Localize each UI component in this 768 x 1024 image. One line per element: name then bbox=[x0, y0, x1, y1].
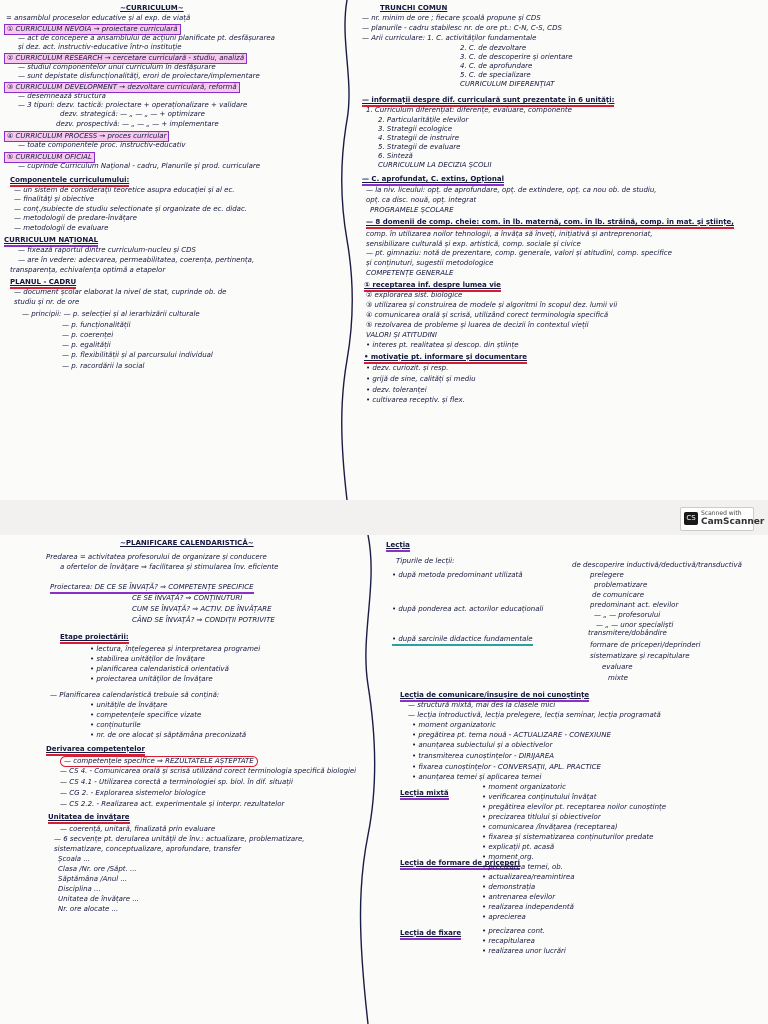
bottom-left-line: Săptămâna /Anul ... bbox=[58, 875, 128, 883]
bottom-right-line: • precizarea cont. bbox=[482, 927, 545, 935]
top-left-line: dezv. prospectivă: — „ — „ — + implementare bbox=[56, 120, 219, 128]
top-right-line: — C. aprofundat, C. extins, Opțional bbox=[362, 175, 504, 186]
bottom-left-line: Clasa /Nr. ore /Săpt. ... bbox=[58, 865, 137, 873]
top-right-line: ④ comunicarea orală și scrisă, utilizând corect terminologia specifică bbox=[366, 311, 609, 319]
bottom-right-line: Lecția mixtă bbox=[400, 789, 449, 800]
top-right-line: opț. ca disc. nouă, opț. integrat bbox=[366, 196, 477, 204]
top-right-line: 5. Strategii de evaluare bbox=[378, 143, 461, 151]
top-left-line: — sunt depistate disfuncționalități, erori de proiectare/implementare bbox=[18, 72, 260, 80]
bottom-left-line: — CS 4.1 - Utilizarea corectă a terminologiei sp. biol. în dif. situații bbox=[60, 778, 293, 786]
watermark-line2: CamScanner bbox=[701, 517, 765, 527]
bottom-right-line: Lecția bbox=[386, 541, 410, 552]
bottom-right-line: • explicații pt. acasă bbox=[482, 843, 555, 851]
bottom-left-line: • conținuturile bbox=[90, 721, 141, 729]
bottom-left-line: Școala ... bbox=[58, 855, 90, 863]
bottom-left-line: • unitățile de învățare bbox=[90, 701, 168, 709]
top-right-line: • dezv. curiozit. și resp. bbox=[366, 364, 449, 372]
bottom-right-line: — „ — unor specialiști bbox=[596, 621, 674, 629]
bottom-right-line: evaluare bbox=[602, 663, 633, 671]
top-right-line: ③ utilizarea și construirea de modele și algoritmi în scopul dez. lumii vii bbox=[366, 301, 618, 309]
top-right-line: CURRICULUM DIFERENȚIAT bbox=[460, 80, 555, 88]
top-left-line: — metodologii de predare-învățare bbox=[14, 214, 137, 222]
bottom-left-line: • nr. de ore alocat și săptămâna preconizată bbox=[90, 731, 247, 739]
bottom-left-line: • competențele specifice vizate bbox=[90, 711, 202, 719]
page-gap bbox=[0, 500, 768, 535]
top-right-line: ① receptarea inf. despre lumea vie bbox=[364, 281, 501, 292]
bottom-left-line: • planificarea calendaristică orientativă bbox=[90, 665, 229, 673]
bottom-left-line: • lectura, înțelegerea și interpretarea programei bbox=[90, 645, 261, 653]
bottom-right-line: problematizare bbox=[594, 581, 648, 589]
top-right-line: 4. C. de aprofundare bbox=[460, 62, 533, 70]
bottom-left-line: — CS 2.2. - Realizarea act. experimentale și interpr. rezultatelor bbox=[60, 800, 285, 808]
bottom-left-line: — Planificarea calendaristică trebuie să conțină: bbox=[50, 691, 220, 699]
top-right-line: CURRICULUM LA DECIZIA ȘCOLII bbox=[378, 161, 492, 169]
top-left-line: ⑤ CURRICULUM OFICIAL bbox=[4, 152, 95, 163]
top-left-line: ④ CURRICULUM PROCESS → proces curricular bbox=[4, 131, 169, 142]
bottom-right-line: mixte bbox=[608, 674, 628, 682]
bottom-left-line: Derivarea competențelor bbox=[46, 745, 145, 756]
top-left-line: și dez. act. instructiv-educative într-o instituție bbox=[18, 43, 182, 51]
bottom-left-line: CE SE ÎNVAȚĂ? ⇒ CONȚINUTURI bbox=[132, 594, 243, 602]
top-right-line: 3. C. de descoperire și orientare bbox=[460, 53, 573, 61]
bottom-left-line: sistematizare, conceptualizare, aprofundare, transfer bbox=[54, 845, 242, 853]
top-right-line: • interes pt. realitatea și descop. din științe bbox=[366, 341, 519, 349]
bottom-right-line: • după sarcinile didactice fundamentale bbox=[392, 635, 533, 646]
top-left-line: — toate componentele proc. instructiv-educativ bbox=[18, 141, 186, 149]
top-notes-page bbox=[0, 0, 768, 500]
bottom-right-line: • moment organizatoric bbox=[482, 783, 566, 791]
top-left-line: CURRICULUM NAȚIONAL bbox=[4, 236, 98, 247]
top-left-line: — p. coerenței bbox=[62, 331, 114, 339]
bottom-right-line: • fixarea cunoștințelor - CONVERSAȚII, APL. PRACTICE bbox=[412, 763, 601, 771]
top-right-line: ⑤ rezolvarea de probleme și luarea de decizii în contextul vieții bbox=[366, 321, 589, 329]
bottom-right-line: Lecția de fixare bbox=[400, 929, 461, 940]
bottom-notes-page bbox=[0, 535, 768, 1024]
top-right-line: 1. Curriculum diferențiat: diferențe, evaluare, componente bbox=[366, 106, 572, 114]
bottom-right-line: • realizarea unor lucrări bbox=[482, 947, 566, 955]
bottom-right-line: — „ — profesorului bbox=[594, 611, 661, 619]
column-divider-squiggle bbox=[356, 535, 380, 1024]
top-right-line: 3. Strategii ecologice bbox=[378, 125, 453, 133]
top-left-line: — principii: — p. selecției și al ierarhizării culturale bbox=[22, 310, 200, 318]
bottom-right-line: • anunțarea temei și aplicarea temei bbox=[412, 773, 542, 781]
bottom-right-line: • aprecierea bbox=[482, 913, 526, 921]
top-left-line: ① CURRICULUM NEVOIA → proiectare curriculară bbox=[4, 24, 181, 35]
top-right-line: 5. C. de specializare bbox=[460, 71, 531, 79]
top-left-line: ③ CURRICULUM DEVELOPMENT → dezvoltare curriculară, reformă bbox=[4, 82, 240, 93]
top-right-line: — pt. gimnaziu: notă de prezentare, comp. generale, valori și atitudini, comp. specifice bbox=[366, 249, 672, 257]
top-left-line: — desemnează structura bbox=[18, 92, 106, 100]
bottom-left-line: Predarea = activitatea profesorului de organizare și conducere bbox=[46, 553, 267, 561]
top-right-line: 6. Sinteză bbox=[378, 152, 413, 160]
top-left-line: — p. racordării la social bbox=[62, 362, 145, 370]
top-left-line: — are în vedere: adecvarea, permeabilitatea, coerența, pertinența, bbox=[18, 256, 255, 264]
top-left-line: — p. flexibilității și al parcursului individual bbox=[62, 351, 213, 359]
top-right-line: — planurile - cadru stabilesc nr. de ore pt.: C-N, C-S, CDS bbox=[362, 24, 562, 32]
bottom-left-line: — competențele specifice ⇒ REZULTATELE AȘTEPTATE bbox=[60, 756, 258, 767]
top-left-line: PLANUL - CADRU bbox=[10, 278, 76, 289]
bottom-right-line: — lecția introductivă, lecția prelegere, lecția seminar, lecția programată bbox=[408, 711, 661, 719]
top-right-line: și conținuturi, sugestii metodologice bbox=[366, 259, 494, 267]
top-right-line: 2. C. de dezvoltare bbox=[460, 44, 527, 52]
top-left-line: — studiul componentelor unui curriculum în desfășurare bbox=[18, 63, 216, 71]
bottom-right-line: • comunicarea /învățarea (receptarea) bbox=[482, 823, 618, 831]
camscanner-logo-icon: CS bbox=[684, 512, 698, 525]
top-left-line: — finalități și obiective bbox=[14, 195, 95, 203]
top-left-line: — cuprinde Curriculum Național - cadru, Planurile și prod. curriculare bbox=[18, 162, 261, 170]
bottom-left-line: — coerență, unitară, finalizată prin evaluare bbox=[60, 825, 216, 833]
top-right-line: • motivație pt. informare și documentare bbox=[364, 353, 527, 364]
bottom-left-line: Nr. ore alocate ... bbox=[58, 905, 119, 913]
bottom-left-line: Disciplina ... bbox=[58, 885, 101, 893]
top-right-line: ② explorarea sist. biologice bbox=[366, 291, 463, 299]
bottom-right-line: • realizarea independentă bbox=[482, 903, 574, 911]
top-right-line: COMPETENȚE GENERALE bbox=[366, 269, 454, 277]
top-left-line: — 3 tipuri: dezv. tactică: proiectare + operaționalizare + validare bbox=[18, 101, 248, 109]
bottom-right-line: • transmiterea cunoștințelor - DIRIJAREA bbox=[412, 752, 555, 760]
top-left-line: transparența, echivalența optimă a etapelor bbox=[10, 266, 166, 274]
top-left-line: — p. funcționalității bbox=[62, 321, 131, 329]
top-left-line: ② CURRICULUM RESEARCH → cercetare curriculară - studiu, analiză bbox=[4, 53, 247, 64]
bottom-left-line: ~PLANIFICARE CALENDARISTICĂ~ bbox=[120, 539, 254, 547]
bottom-right-line: predominant act. elevilor bbox=[590, 601, 679, 609]
top-left-line: — act de concepere a ansamblului de acțiuni planificate pt. desfășurarea bbox=[18, 34, 275, 42]
top-left-line: — document școlar elaborat la nivel de stat, cuprinde ob. de bbox=[14, 288, 227, 296]
top-right-line: — nr. minim de ore ; fiecare școală propune și CDS bbox=[362, 14, 541, 22]
bottom-right-line: • moment organizatoric bbox=[412, 721, 496, 729]
bottom-left-line: Etape proiectării: bbox=[60, 633, 129, 644]
top-left-line: studiu și nr. de ore bbox=[14, 298, 80, 306]
bottom-right-line: Lecția de comunicare/însușire de noi cunoștințe bbox=[400, 691, 589, 702]
bottom-right-line: Lecția de formare de priceperi bbox=[400, 859, 520, 870]
bottom-right-line: • după metoda predominant utilizată bbox=[392, 571, 523, 579]
top-left-line: dezv. strategică: — „ — „ — + optimizare bbox=[60, 110, 205, 118]
bottom-left-line: CUM SE ÎNVAȚĂ? ⇒ ACTIV. DE ÎNVĂȚARE bbox=[132, 605, 272, 613]
bottom-left-line: Unitatea de învățare ... bbox=[58, 895, 140, 903]
top-right-line: — 8 domenii de comp. cheie: com. în lb. maternă, com. în lb. străină, comp. în mat. și științe, bbox=[366, 218, 734, 229]
top-right-line: • grijă de sine, calități și mediu bbox=[366, 375, 476, 383]
bottom-left-line: • stabilirea unităților de învățare bbox=[90, 655, 205, 663]
bottom-right-line: • pregătirea elevilor pt. receptarea noilor cunoștințe bbox=[482, 803, 667, 811]
top-right-line: comp. în utilizarea noilor tehnologii, a învăța să înveți, inițiativă și antreprenoriat, bbox=[366, 230, 653, 238]
bottom-right-line: formare de priceperi/deprinderi bbox=[590, 641, 701, 649]
bottom-right-line: • actualizarea/reamintirea bbox=[482, 873, 575, 881]
bottom-left-line: a ofertelor de învățare ⇒ facilitarea și stimularea înv. eficiente bbox=[60, 563, 279, 571]
top-left-line: = ansamblul proceselor educative și al exp. de viață bbox=[6, 14, 191, 22]
bottom-right-line: sistematizare și recapitulare bbox=[590, 652, 690, 660]
top-right-line: 4. Strategii de instruire bbox=[378, 134, 460, 142]
column-divider-squiggle bbox=[338, 0, 356, 500]
bottom-right-line: • precizarea titlului și obiectivelor bbox=[482, 813, 601, 821]
top-right-line: • cultivarea receptiv. și flex. bbox=[366, 396, 465, 404]
bottom-right-line: • verificarea conținutului învățat bbox=[482, 793, 597, 801]
bottom-right-line: de comunicare bbox=[592, 591, 645, 599]
bottom-right-line: • după ponderea act. actorilor educaționali bbox=[392, 605, 544, 613]
bottom-left-line: Proiectarea: DE CE SE ÎNVAȚĂ? ⇒ COMPETENȚE SPECIFICE bbox=[50, 583, 254, 594]
bottom-right-line: de descoperire inductivă/deductivă/transductivă bbox=[572, 561, 742, 569]
bottom-left-line: — 6 secvențe pt. derularea unității de înv.: actualizare, problematizare, bbox=[54, 835, 305, 843]
top-left-line: — fixează raportul dintre curriculum-nucleu și CDS bbox=[18, 246, 196, 254]
bottom-right-line: • recapitularea bbox=[482, 937, 535, 945]
top-right-line: TRUNCHI COMUN bbox=[380, 4, 448, 12]
bottom-right-line: Tipurile de lecții: bbox=[396, 557, 455, 565]
top-left-line: Componentele curriculumului: bbox=[10, 176, 129, 187]
watermark-line1: Scanned with bbox=[701, 510, 742, 517]
top-right-line: VALORI ȘI ATITUDINI bbox=[366, 331, 437, 339]
top-right-line: PROGRAMELE ȘCOLARE bbox=[370, 206, 454, 214]
bottom-right-line: • fixarea și sistematizarea conținuturilor predate bbox=[482, 833, 654, 841]
top-left-line: ~CURRICULUM~ bbox=[120, 4, 184, 12]
camscanner-watermark bbox=[680, 507, 765, 531]
top-right-line: — informații despre dif. curriculară sunt prezentate în 6 unități: bbox=[362, 96, 614, 107]
bottom-left-line: — CG 2. - Explorarea sistemelor biologice bbox=[60, 789, 206, 797]
top-left-line: — un sistem de considerații teoretice asupra educației și al ec. bbox=[14, 186, 235, 194]
top-left-line: — conț./subiecte de studiu selectionate și organizate de ec. didac. bbox=[14, 205, 248, 213]
bottom-left-line: CÂND SE ÎNVAȚĂ? ⇒ CONDIȚII POTRIVITE bbox=[132, 616, 275, 624]
bottom-left-line: • proiectarea unităților de învățare bbox=[90, 675, 213, 683]
bottom-right-line: • pregătirea pt. tema nouă - ACTUALIZARE - CONEXIUNE bbox=[412, 731, 611, 739]
bottom-left-line: — CS 4. - Comunicarea orală și scrisă utilizând corect terminologia specifică biologiei bbox=[60, 767, 357, 775]
bottom-right-line: prelegere bbox=[590, 571, 624, 579]
top-right-line: — la niv. liceului: opț. de aprofundare, opț. de extindere, opț. ca nou ob. de studiu, bbox=[366, 186, 657, 194]
top-right-line: 2. Particularitățile elevilor bbox=[378, 116, 469, 124]
bottom-right-line: • demonstrația bbox=[482, 883, 536, 891]
bottom-right-line: • anunțarea subiectului și a obiectivelor bbox=[412, 741, 553, 749]
top-left-line: — metodologii de evaluare bbox=[14, 224, 109, 232]
top-left-line: — p. egalității bbox=[62, 341, 111, 349]
top-right-line: • dezv. toleranței bbox=[366, 386, 427, 394]
bottom-left-line: Unitatea de învățare bbox=[48, 813, 130, 824]
bottom-right-line: • moment org. bbox=[482, 853, 534, 861]
top-right-line: — Arii curriculare: 1. C. activităților fundamentale bbox=[362, 34, 537, 42]
bottom-right-line: • precizarea temei, ob. bbox=[482, 863, 563, 871]
bottom-right-line: • antrenarea elevilor bbox=[482, 893, 556, 901]
bottom-right-line: — structură mixtă, mai des la clasele mici bbox=[408, 701, 556, 709]
top-right-line: sensibilizare culturală și exp. artistică, comp. sociale și civice bbox=[366, 240, 581, 248]
bottom-right-line: transmitere/dobândire bbox=[588, 629, 667, 637]
